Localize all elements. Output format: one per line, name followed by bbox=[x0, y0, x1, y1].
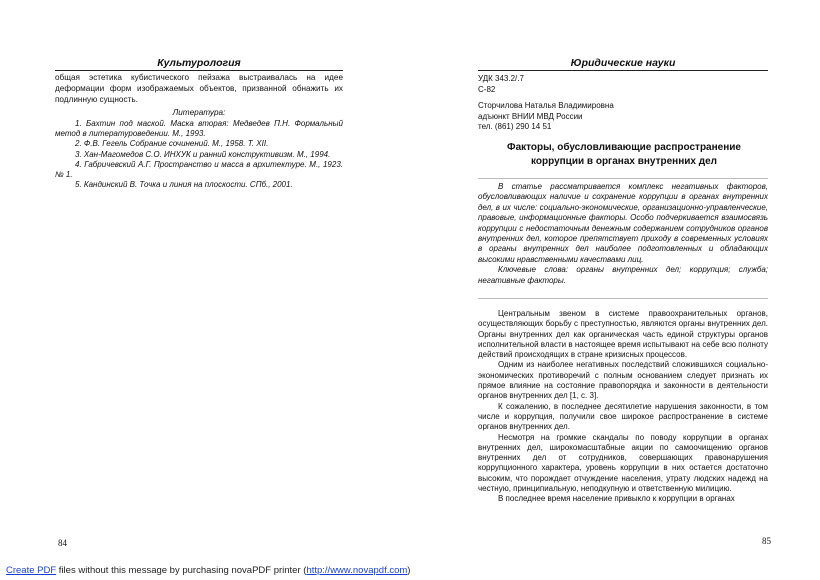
abstract-bottom-rule bbox=[478, 298, 768, 299]
left-page-number: 84 bbox=[58, 538, 67, 548]
literature-item: 5. Кандинский В. Точка и линия на плоскости. СПб., 2001. bbox=[75, 180, 293, 190]
udk-code: УДК 343.2/.7 bbox=[478, 74, 524, 83]
literature-title: Литература: bbox=[172, 108, 226, 117]
pdf-watermark-footer bbox=[6, 565, 410, 576]
left-header-rule bbox=[55, 70, 343, 71]
author-name: Сторчилова Наталья Владимировна bbox=[478, 101, 614, 110]
footer-text: files without this message by purchasing novaPDF printer ( bbox=[56, 565, 307, 576]
keywords-text: Ключевые слова: органы внутренних дел; коррупция; служба; негативные факторы. bbox=[478, 265, 768, 285]
right-page-header: Юридические науки bbox=[570, 57, 676, 69]
article-title-line: коррупции в органах внутренних дел bbox=[531, 155, 717, 167]
article-body bbox=[478, 309, 768, 505]
author-phone: тел. (861) 290 14 51 bbox=[478, 122, 552, 131]
article-title bbox=[488, 141, 760, 168]
right-header-rule bbox=[478, 70, 768, 71]
body-paragraph: Несмотря на громкие скандалы по поводу коррупции в органах внутренних дел, широкомасштабные акции по самоочищению органов внутренних дел от сотрудников, совершающих правонарушения коррупционного характера, уровень коррупции в них остается достаточно высоким, что порождает отчуждение населения, утрату людских надежд на честную, принципиальную, неподкупную и ответственную милицию. bbox=[478, 432, 768, 494]
create-pdf-link[interactable]: Create PDF bbox=[6, 565, 57, 576]
left-page-header: Культурология bbox=[157, 57, 241, 69]
body-paragraph: Центральным звеном в системе правоохранительных органов, осуществляющих борьбу с преступностью, являются органы внутренних дел. Органы внутренних дел как органическая часть единой структуры органов исполнительной власти в настоящее время испытывают на себе всю полноту действий происходящих в стране кризисных процессов. bbox=[478, 309, 768, 360]
literature-list bbox=[55, 119, 343, 190]
abstract-text: В статье рассматривается комплекс негативных факторов, обусловливающих наличие и сохранение коррупции в органах внутренних дел, в их числе: социально-экономические, организационно-управленческие, правовые, информационные факторы. Особо подчеркивается взаимосвязь коррупции с недостаточным денежным содержанием сотрудников органов внутренних дел, которое препятствует приходу в современных условиях в органы внутренних дел наиболее подготовленных и обладающих высокими нравственными качествами лиц. bbox=[478, 182, 768, 264]
footer-text-end: ) bbox=[407, 565, 411, 576]
abstract bbox=[478, 182, 768, 286]
author-block bbox=[478, 101, 768, 133]
novapdf-url-link[interactable]: http://www.novapdf.com bbox=[306, 565, 408, 576]
body-paragraph: Одним из наиболее негативных последствий сложившихся социально-экономических противоречий с полным основанием следует признать их прямое влияние на состояние правопорядка и законности в деятельности органов внутренних дел [1, с. 3]. bbox=[478, 360, 768, 401]
literature-item: 1. Бахтин под маской. Маска вторая: Медведев П.Н. Формальный метод в литературоведении. М., 1993. bbox=[55, 119, 343, 139]
literature-item: 4. Габричевский А.Г. Пространство и масса в архитектуре. М., 1923. № 1. bbox=[55, 159, 343, 180]
author-code: С-82 bbox=[478, 84, 496, 94]
right-page bbox=[410, 0, 820, 560]
classification-block bbox=[478, 74, 768, 95]
article-title-line: Факторы, обусловливающие распространение bbox=[507, 142, 741, 153]
left-intro-text: общая эстетика кубистического пейзажа выстраивалась на идее деформации форм изображаемых объектов, призванной обнажить их подлинную сущность. bbox=[55, 73, 343, 104]
author-position: адъюнкт ВНИИ МВД России bbox=[478, 111, 583, 121]
literature-item: 2. Ф.В. Гегель Собрание сочинений. М., 1958. Т. XII. bbox=[75, 139, 269, 149]
body-paragraph: В последнее время население привыкло к коррупции в органах bbox=[498, 494, 735, 504]
abstract-top-rule bbox=[478, 178, 768, 179]
left-page bbox=[0, 0, 410, 560]
literature-item: 3. Хан-Магомедов С.О. ИНХУК и ранний конструктивизм. М., 1994. bbox=[75, 149, 331, 159]
body-paragraph: К сожалению, в последнее десятилетие нарушения законности, в том числе и коррупция, получили свое широкое распространение в системе органов внутренних дел. bbox=[478, 401, 768, 432]
right-page-number: 85 bbox=[762, 536, 771, 546]
